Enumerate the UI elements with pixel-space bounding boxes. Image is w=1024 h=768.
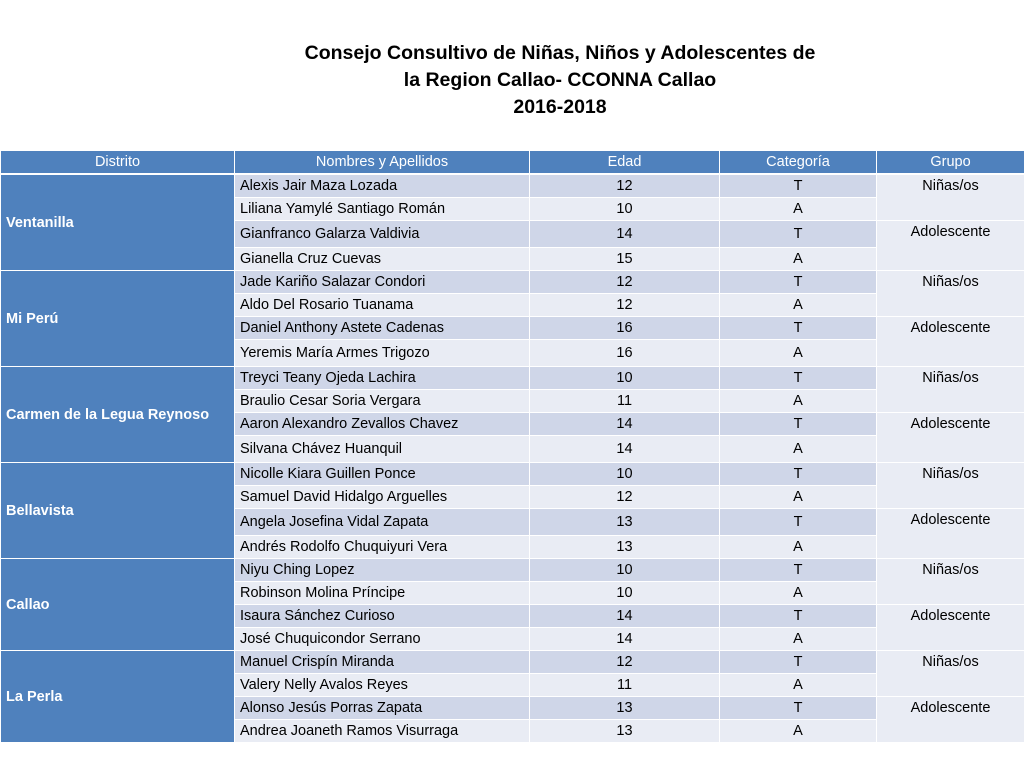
header-distrito: Distrito <box>1 151 235 175</box>
header-categoria: Categoría <box>720 151 877 175</box>
group-cell: Adolescente <box>877 697 1024 743</box>
member-age-cell: 12 <box>530 651 720 674</box>
member-category-cell: T <box>720 509 877 536</box>
member-category-cell: A <box>720 628 877 651</box>
member-category-cell: A <box>720 294 877 317</box>
member-name-cell: José Chuquicondor Serrano <box>235 628 530 651</box>
table-body <box>1 174 1024 743</box>
member-age-cell: 13 <box>530 720 720 743</box>
group-cell: Niñas/os <box>877 651 1024 697</box>
table-row <box>1 559 1024 582</box>
member-age-cell: 11 <box>530 674 720 697</box>
member-category-cell: T <box>720 367 877 390</box>
group-cell: Adolescente <box>877 413 1024 463</box>
member-category-cell: A <box>720 486 877 509</box>
member-name-cell: Andrea Joaneth Ramos Visurraga <box>235 720 530 743</box>
member-category-cell: A <box>720 340 877 367</box>
member-category-cell: A <box>720 720 877 743</box>
page-title <box>0 40 1024 121</box>
member-name-cell: Silvana Chávez Huanquil <box>235 436 530 463</box>
member-category-cell: T <box>720 221 877 248</box>
member-category-cell: A <box>720 248 877 271</box>
member-category-cell: T <box>720 317 877 340</box>
member-category-cell: T <box>720 463 877 486</box>
member-category-cell: A <box>720 536 877 559</box>
member-name-cell: Jade Kariño Salazar Condori <box>235 271 530 294</box>
member-name-cell: Gianfranco Galarza Valdivia <box>235 221 530 248</box>
member-age-cell: 14 <box>530 605 720 628</box>
member-name-cell: Samuel David Hidalgo Arguelles <box>235 486 530 509</box>
district-cell: Carmen de la Legua Reynoso <box>1 367 235 463</box>
member-name-cell: Manuel Crispín Miranda <box>235 651 530 674</box>
district-cell: Mi Perú <box>1 271 235 367</box>
member-name-cell: Alexis Jair Maza Lozada <box>235 174 530 198</box>
member-age-cell: 12 <box>530 486 720 509</box>
member-age-cell: 12 <box>530 271 720 294</box>
group-cell: Niñas/os <box>877 367 1024 413</box>
group-cell: Niñas/os <box>877 559 1024 605</box>
member-name-cell: Liliana Yamylé Santiago Román <box>235 198 530 221</box>
district-cell: Callao <box>1 559 235 651</box>
member-age-cell: 10 <box>530 367 720 390</box>
member-name-cell: Angela Josefina Vidal Zapata <box>235 509 530 536</box>
header-edad: Edad <box>530 151 720 175</box>
header-nombres: Nombres y Apellidos <box>235 151 530 175</box>
district-cell: La Perla <box>1 651 235 743</box>
member-age-cell: 15 <box>530 248 720 271</box>
title-line-3: 2016-2018 <box>513 96 607 118</box>
table-header-row <box>1 151 1024 175</box>
member-category-cell: T <box>720 413 877 436</box>
member-age-cell: 16 <box>530 317 720 340</box>
district-cell: Bellavista <box>1 463 235 559</box>
member-age-cell: 10 <box>530 559 720 582</box>
group-cell: Adolescente <box>877 221 1024 271</box>
group-cell: Adolescente <box>877 317 1024 367</box>
member-age-cell: 12 <box>530 174 720 198</box>
member-name-cell: Valery Nelly Avalos Reyes <box>235 674 530 697</box>
member-name-cell: Robinson Molina Príncipe <box>235 582 530 605</box>
group-cell: Niñas/os <box>877 271 1024 317</box>
header-grupo: Grupo <box>877 151 1024 175</box>
group-cell: Adolescente <box>877 509 1024 559</box>
member-category-cell: T <box>720 559 877 582</box>
member-name-cell: Nicolle Kiara Guillen Ponce <box>235 463 530 486</box>
member-age-cell: 14 <box>530 436 720 463</box>
member-name-cell: Braulio Cesar Soria Vergara <box>235 390 530 413</box>
member-category-cell: A <box>720 436 877 463</box>
title-line-1: Consejo Consultivo de Niñas, Niños y Adolescentes de <box>304 42 816 64</box>
member-age-cell: 13 <box>530 509 720 536</box>
member-name-cell: Aldo Del Rosario Tuanama <box>235 294 530 317</box>
member-age-cell: 14 <box>530 221 720 248</box>
member-category-cell: T <box>720 271 877 294</box>
member-name-cell: Alonso Jesús Porras Zapata <box>235 697 530 720</box>
group-cell: Niñas/os <box>877 463 1024 509</box>
member-name-cell: Gianella Cruz Cuevas <box>235 248 530 271</box>
member-age-cell: 10 <box>530 463 720 486</box>
member-name-cell: Niyu Ching Lopez <box>235 559 530 582</box>
member-age-cell: 10 <box>530 198 720 221</box>
group-cell: Niñas/os <box>877 174 1024 221</box>
member-age-cell: 11 <box>530 390 720 413</box>
member-category-cell: T <box>720 651 877 674</box>
member-name-cell: Isaura Sánchez Curioso <box>235 605 530 628</box>
group-cell: Adolescente <box>877 605 1024 651</box>
table-row <box>1 174 1024 198</box>
district-cell: Ventanilla <box>1 174 235 271</box>
member-name-cell: Daniel Anthony Astete Cadenas <box>235 317 530 340</box>
table-row <box>1 271 1024 294</box>
member-category-cell: A <box>720 390 877 413</box>
members-table <box>0 150 1024 743</box>
table-row <box>1 367 1024 390</box>
member-name-cell: Andrés Rodolfo Chuquiyuri Vera <box>235 536 530 559</box>
member-category-cell: A <box>720 582 877 605</box>
table-row <box>1 651 1024 674</box>
member-category-cell: A <box>720 674 877 697</box>
table-row <box>1 463 1024 486</box>
member-category-cell: T <box>720 174 877 198</box>
member-name-cell: Aaron Alexandro Zevallos Chavez <box>235 413 530 436</box>
member-age-cell: 10 <box>530 582 720 605</box>
member-age-cell: 13 <box>530 536 720 559</box>
title-line-2: la Region Callao- CCONNA Callao <box>403 69 717 91</box>
member-category-cell: T <box>720 605 877 628</box>
member-age-cell: 16 <box>530 340 720 367</box>
member-age-cell: 12 <box>530 294 720 317</box>
member-age-cell: 14 <box>530 413 720 436</box>
member-category-cell: A <box>720 198 877 221</box>
member-age-cell: 13 <box>530 697 720 720</box>
member-name-cell: Yeremis María Armes Trigozo <box>235 340 530 367</box>
member-name-cell: Treyci Teany Ojeda Lachira <box>235 367 530 390</box>
member-age-cell: 14 <box>530 628 720 651</box>
member-category-cell: T <box>720 697 877 720</box>
